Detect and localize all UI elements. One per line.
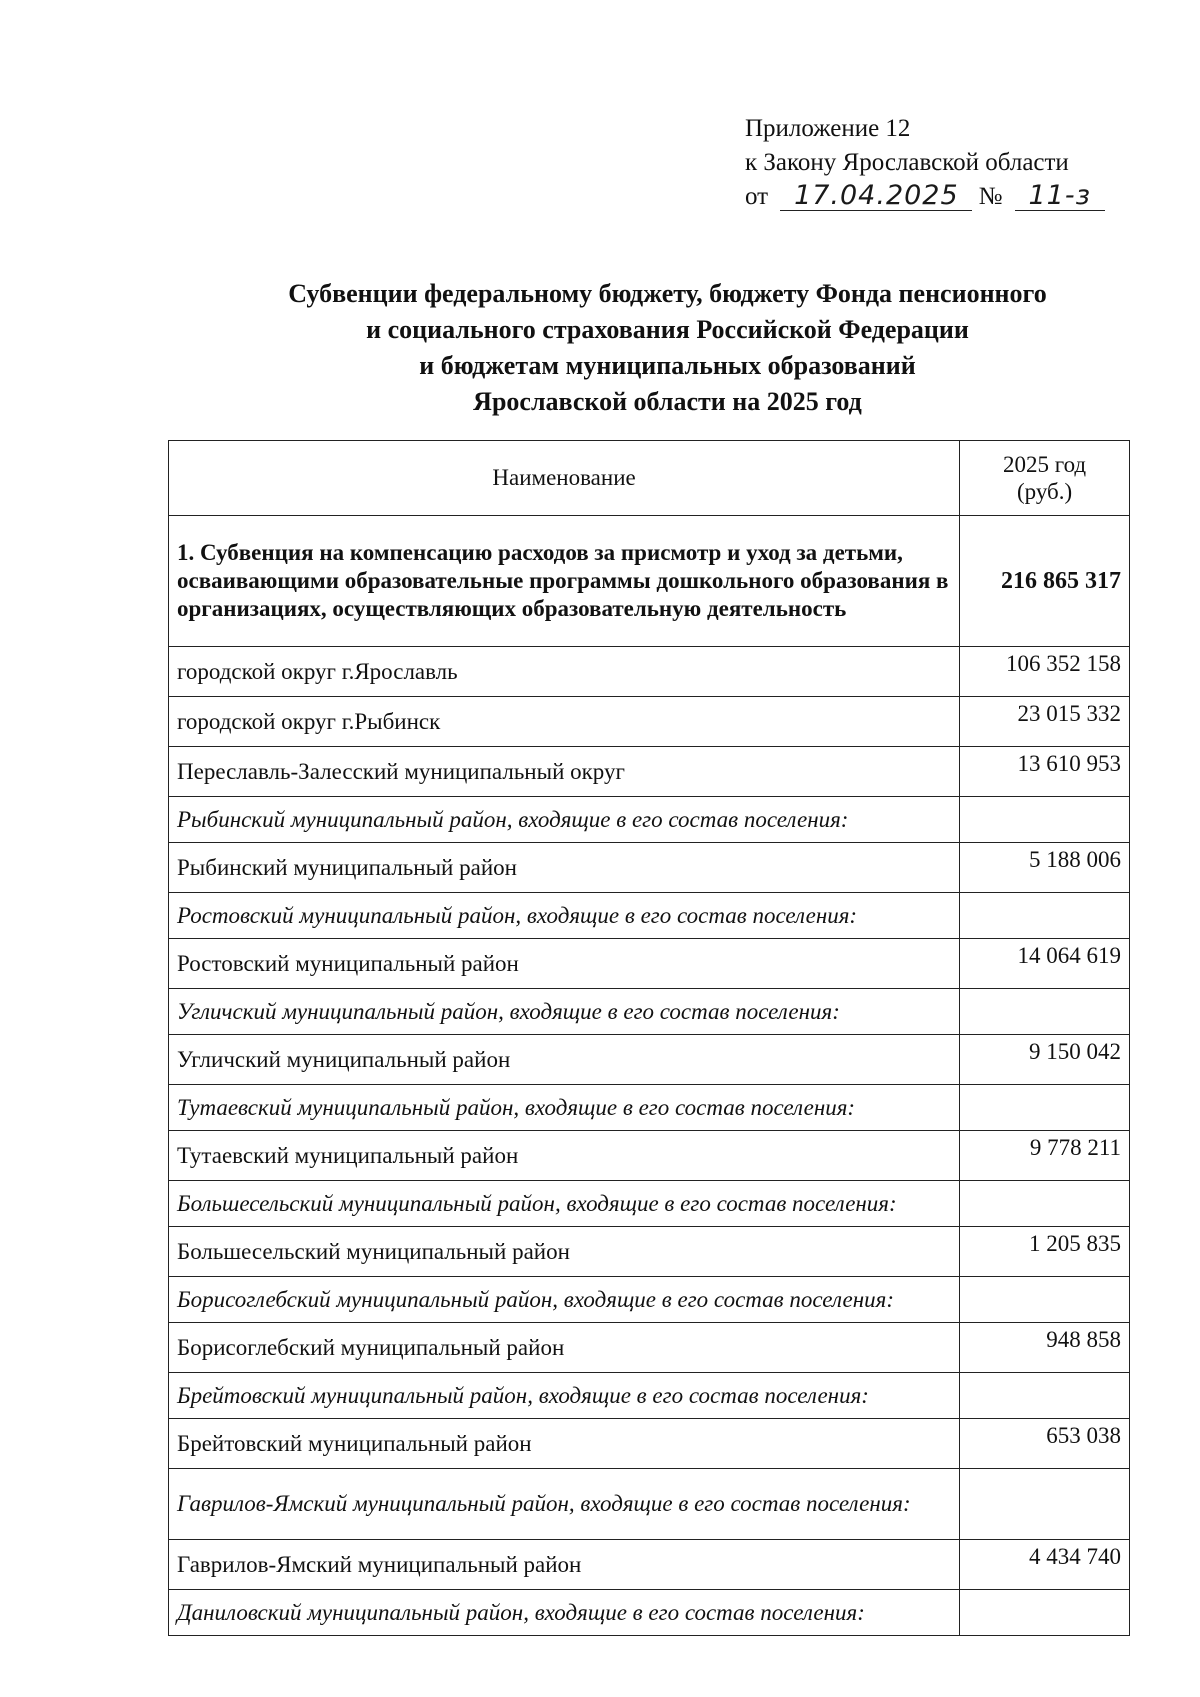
table-row bbox=[169, 1323, 1130, 1373]
row-name: Переславль-Залесский муниципальный округ bbox=[169, 747, 960, 797]
title-line: и бюджетам муниципальных образований bbox=[419, 351, 916, 380]
row-value bbox=[960, 1085, 1130, 1131]
row-name: Борисоглебский муниципальный район, входящие в его состав поселения: bbox=[169, 1277, 960, 1323]
row-name: Гаврилов-Ямский муниципальный район bbox=[169, 1540, 960, 1590]
table-row bbox=[169, 1035, 1130, 1085]
table-row bbox=[169, 939, 1130, 989]
row-value bbox=[960, 893, 1130, 939]
title-line: Субвенции федеральному бюджету, бюджету Фонда пенсионного bbox=[288, 279, 1047, 308]
table-row-group-heading bbox=[169, 1590, 1130, 1636]
row-value: 5 188 006 bbox=[960, 843, 1130, 893]
row-value: 106 352 158 bbox=[960, 647, 1130, 697]
row-name: Рыбинский муниципальный район, входящие в его состав поселения: bbox=[169, 797, 960, 843]
row-value: 9 778 211 bbox=[960, 1131, 1130, 1181]
title-line: и социального страхования Российской Федерации bbox=[366, 315, 969, 344]
title-line: Ярославской области на 2025 год bbox=[473, 387, 862, 416]
row-value: 23 015 332 bbox=[960, 697, 1130, 747]
row-name: Тутаевский муниципальный район, входящие в его состав поселения: bbox=[169, 1085, 960, 1131]
row-value: 948 858 bbox=[960, 1323, 1130, 1373]
row-name: Ростовский муниципальный район bbox=[169, 939, 960, 989]
column-header-year-label: 2025 год bbox=[1002, 452, 1087, 477]
appendix-date-line bbox=[745, 180, 1105, 214]
row-name: Угличский муниципальный район bbox=[169, 1035, 960, 1085]
row-name: городской округ г.Рыбинск bbox=[169, 697, 960, 747]
row-value bbox=[960, 1590, 1130, 1636]
row-value: 13 610 953 bbox=[960, 747, 1130, 797]
from-label: от bbox=[745, 183, 769, 210]
row-value bbox=[960, 1181, 1130, 1227]
row-name: Борисоглебский муниципальный район bbox=[169, 1323, 960, 1373]
row-value: 14 064 619 bbox=[960, 939, 1130, 989]
number-label: № bbox=[978, 183, 1003, 210]
row-value bbox=[960, 1469, 1130, 1540]
row-value: 4 434 740 bbox=[960, 1540, 1130, 1590]
row-value bbox=[960, 989, 1130, 1035]
table-row bbox=[169, 1227, 1130, 1277]
table-row-group-heading bbox=[169, 1277, 1130, 1323]
table-row-group-heading bbox=[169, 1373, 1130, 1419]
table-row bbox=[169, 647, 1130, 697]
appendix-number: Приложение 12 bbox=[745, 115, 911, 142]
column-header-year bbox=[960, 441, 1130, 516]
total-row-name: 1. Субвенция на компенсацию расходов за присмотр и уход за детьми, осваивающими образовательные программы дошкольного образования в организациях, осуществляющих образовательную деятельность bbox=[169, 516, 960, 647]
row-name: Угличский муниципальный район, входящие в его состав поселения: bbox=[169, 989, 960, 1035]
handwritten-number: 11-з bbox=[1015, 182, 1105, 211]
row-value bbox=[960, 1277, 1130, 1323]
table-row bbox=[169, 697, 1130, 747]
row-name: Большесельский муниципальный район bbox=[169, 1227, 960, 1277]
row-value: 1 205 835 bbox=[960, 1227, 1130, 1277]
table-row bbox=[169, 747, 1130, 797]
row-name: городской округ г.Ярославль bbox=[169, 647, 960, 697]
appendix-header bbox=[745, 112, 1105, 214]
row-name: Брейтовский муниципальный район, входящие в его состав поселения: bbox=[169, 1373, 960, 1419]
row-value: 9 150 042 bbox=[960, 1035, 1130, 1085]
row-name: Большесельский муниципальный район, входящие в его состав поселения: bbox=[169, 1181, 960, 1227]
table-header-row bbox=[169, 441, 1130, 516]
row-name: Рыбинский муниципальный район bbox=[169, 843, 960, 893]
column-header-name: Наименование bbox=[169, 441, 960, 516]
appendix-law-reference: к Закону Ярославской области bbox=[745, 149, 1069, 176]
table-row bbox=[169, 1131, 1130, 1181]
table-row-group-heading bbox=[169, 893, 1130, 939]
total-row-value: 216 865 317 bbox=[960, 516, 1130, 647]
row-name: Тутаевский муниципальный район bbox=[169, 1131, 960, 1181]
subventions-table bbox=[168, 440, 1130, 1636]
row-name: Ростовский муниципальный район, входящие в его состав поселения: bbox=[169, 893, 960, 939]
table-row bbox=[169, 1540, 1130, 1590]
table-row-group-heading bbox=[169, 1181, 1130, 1227]
total-row bbox=[169, 516, 1130, 647]
row-value bbox=[960, 797, 1130, 843]
row-name: Гаврилов-Ямский муниципальный район, входящие в его состав поселения: bbox=[169, 1469, 960, 1540]
table-row-group-heading bbox=[169, 1085, 1130, 1131]
document-title bbox=[0, 276, 1200, 420]
table-row-group-heading bbox=[169, 1469, 1130, 1540]
table-row bbox=[169, 843, 1130, 893]
table-row bbox=[169, 1419, 1130, 1469]
table-row-group-heading bbox=[169, 989, 1130, 1035]
handwritten-date: 17.04.2025 bbox=[780, 182, 972, 211]
row-value bbox=[960, 1373, 1130, 1419]
row-value: 653 038 bbox=[960, 1419, 1130, 1469]
row-name: Даниловский муниципальный район, входящие в его состав поселения: bbox=[169, 1590, 960, 1636]
column-header-unit: (руб.) bbox=[1016, 479, 1073, 504]
row-name: Брейтовский муниципальный район bbox=[169, 1419, 960, 1469]
table-row-group-heading bbox=[169, 797, 1130, 843]
